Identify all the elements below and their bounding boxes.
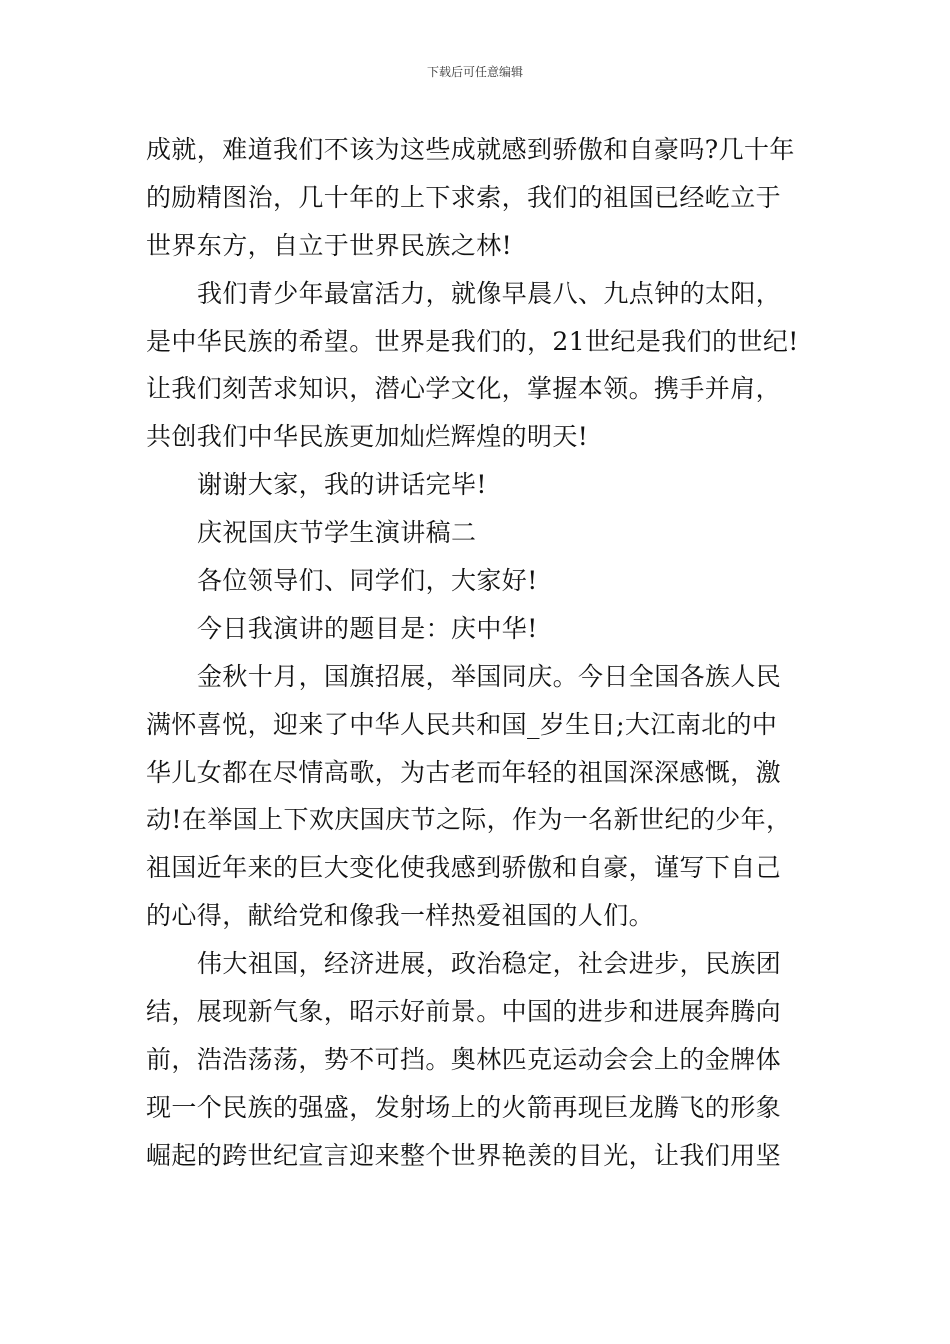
text-line: 华儿女都在尽情高歌，为古老而年轻的祖国深深感慨，激 [146,757,782,787]
text-line: 伟大祖国，经济进展，政治稳定，社会进步，民族团 [197,949,782,979]
text-line: 共创我们中华民族更加灿烂辉煌的明天! [146,422,589,452]
text-line: 世界东方，自立于世界民族之林! [146,230,513,260]
text-line: 今日我演讲的题目是：庆中华! [197,613,538,643]
text-line: 谢谢大家，我的讲话完毕! [197,470,487,500]
text-line: 让我们刻苦求知识，潜心学文化，掌握本领。携手并肩， [146,374,782,404]
text-line: 前，浩浩荡荡，势不可挡。奥林匹克运动会会上的金牌体 [146,1044,782,1074]
text-line: 的心得，献给党和像我一样热爱祖国的人们。 [146,901,655,931]
text-line: 各位领导们、同学们，大家好! [197,566,538,596]
text-line: 动!在举国上下欢庆国庆节之际，作为一名新世纪的少年， [146,805,792,835]
text-line: 成就，难道我们不该为这些成就感到骄傲和自豪吗?几十年 [146,135,795,164]
text-line: 金秋十月，国旗招展，举国同庆。今日全国各族人民 [197,661,782,691]
text-line: 满怀喜悦，迎来了中华人民共和国_岁生日;大江南北的中 [146,709,778,739]
section-heading: 庆祝国庆节学生演讲稿二 [197,518,477,548]
text-line: 我们青少年最富活力，就像早晨八、九点钟的太阳， [197,278,782,308]
text-line: 的励精图治，几十年的上下求索，我们的祖国已经屹立于 [146,182,782,212]
text-line: 现一个民族的强盛，发射场上的火箭再现巨龙腾飞的形象 [146,1092,782,1122]
text-line: 崛起的跨世纪宣言迎来整个世界艳羡的目光，让我们用坚 [146,1140,782,1170]
text-line: 祖国近年来的巨大变化使我感到骄傲和自豪，谨写下自己 [146,853,782,883]
text-line: 结，展现新气象，昭示好前景。中国的进步和进展奔腾向 [146,997,782,1027]
text-line: 是中华民族的希望。世界是我们的，21世纪是我们的世纪! [146,326,799,356]
page-header: 下载后可任意编辑 [426,65,523,79]
document-body [146,126,810,1180]
